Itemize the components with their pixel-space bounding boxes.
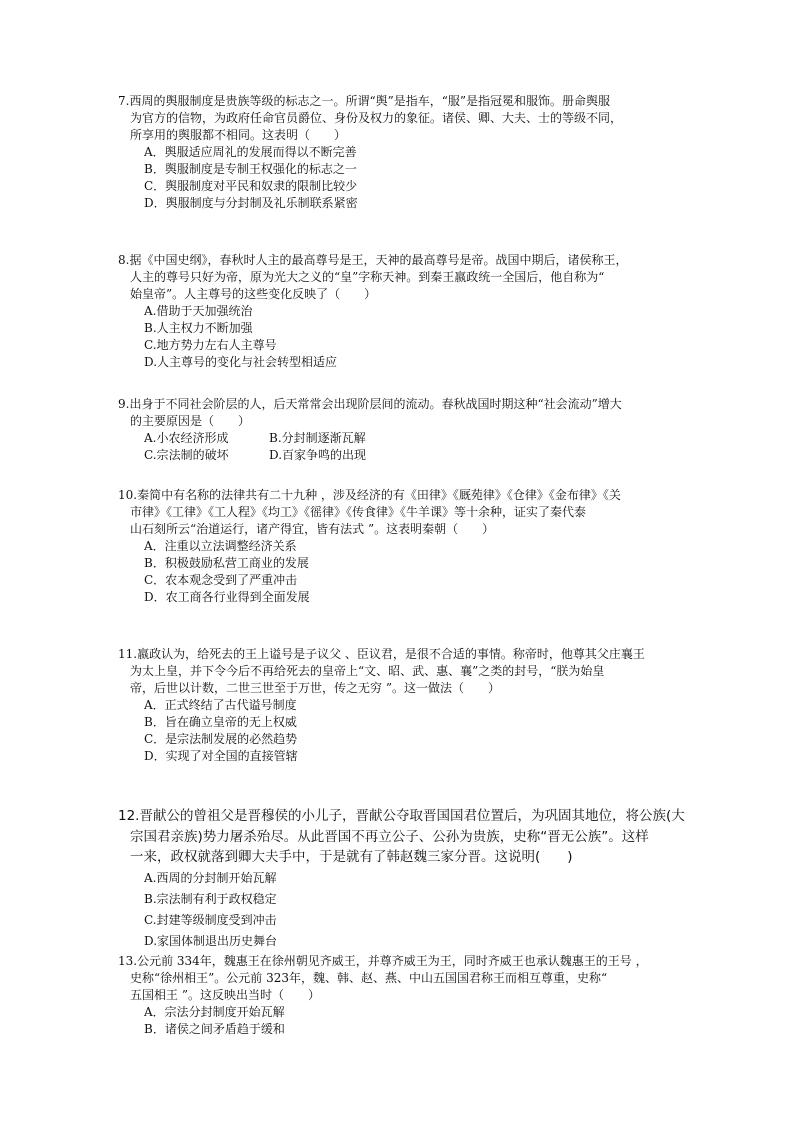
question-stem: [118, 487, 698, 538]
stem-line: 所享用的舆服都不相同。这表明（ ）: [130, 128, 347, 142]
option-c: C．舆服制度对平民和奴隶的限制比较少: [144, 179, 358, 193]
option-b: B.宗法制有利于政权稳定: [144, 891, 277, 906]
option-b: B.分封制逐渐瓦解: [269, 431, 366, 445]
question-stem: [118, 806, 698, 868]
option-row: [118, 447, 698, 464]
question-stem: [118, 646, 698, 697]
stem-line: 五国相王 ”。这反映出当时（ ）: [130, 988, 320, 1002]
question-13: [118, 953, 698, 1038]
stem-line: 的主要原因是（ ）: [130, 414, 251, 428]
stem-line: 为官方的信物，为政府任命官员爵位、身份及权力的象征。诸侯、卿、大夫、士的等级不同，: [130, 111, 623, 125]
question-10: [118, 487, 698, 606]
question-stem: [118, 93, 698, 144]
stem-line: 人主的尊号只好为帝，原为光大之义的“皇”字称天神。到秦王嬴政统一全国后，他自称为“: [130, 270, 605, 284]
option-b: B．旨在确立皇帝的无上权威: [144, 715, 297, 729]
option-c: C．农本观念受到了严重冲击: [144, 573, 298, 587]
question-7: [118, 93, 698, 212]
stem-line: 11.嬴政认为，给死去的王上谥号是子议父 、臣议君，是很不合适的事情。称帝时，他尊其父庄襄王: [118, 647, 645, 661]
option-b: B．舆服制度是专制王权强化的标志之一: [144, 162, 357, 176]
stem-line: 13.公元前 334年，魏惠王在徐州朝见齐威王，并尊齐威王为王，同时齐威王也承认魏惠王的王号 ，: [118, 954, 648, 968]
stem-line: 8.据《中国史纲》，春秋时人主的最高尊号是王，天神的最高尊号是帝。战国中期后，诸侯称王，: [118, 253, 628, 267]
option-d: D.家国体制退出历史舞台: [144, 933, 278, 948]
option-c: C.宗法制的破坏: [144, 448, 229, 462]
option-row: [118, 430, 698, 447]
question-12: [118, 806, 698, 952]
option-a: A.小农经济形成: [144, 431, 229, 445]
option-a: A．舆服适应周礼的发展而得以不断完善: [144, 145, 357, 159]
question-8: [118, 252, 698, 371]
question-11: [118, 646, 698, 765]
stem-line: 宗国君亲族)势力屠杀殆尽。从此晋国不再立公子、公孙为贵族，史称“晋无公族”。这样: [130, 828, 649, 845]
question-stem: [118, 252, 698, 303]
stem-line: 一来，政权就落到卿大夫手中，于是就有了韩赵魏三家分晋。这说明( ): [130, 849, 573, 865]
option-b: B.人主权力不断加强: [144, 321, 253, 335]
question-stem: [118, 953, 698, 1004]
option-a: A．注重以立法调整经济关系: [144, 539, 297, 553]
stem-line: 9.出身于不同社会阶层的人，后天常常会出现阶层间的流动。春秋战国时期这种“社会流动”增大: [118, 397, 622, 411]
question-9: [118, 396, 698, 464]
option-c: C.封建等级制度受到冲击: [144, 912, 277, 927]
option-a: A．正式终结了古代谥号制度: [144, 698, 297, 712]
option-d: D.百家争鸣的出现: [269, 448, 367, 462]
option-d: D．农工商各行业得到全面发展: [144, 590, 310, 604]
stem-line: 始皇帝”。人主尊号的这些变化反映了（ ）: [130, 287, 377, 301]
stem-line: 7.西周的舆服制度是贵族等级的标志之一。所谓“舆”是指车，“服”是指冠冕和服饰。册命舆服: [118, 94, 610, 108]
option-c: C.地方势力左右人主尊号: [144, 338, 277, 352]
option-a: A.西周的分封制开始瓦解: [144, 870, 277, 885]
stem-line: 山石刻所云“治道运行，诸产得宜，皆有法式 ”。这表明秦朝（ ）: [130, 522, 495, 536]
option-d: D．实现了对全国的直接管辖: [144, 749, 298, 763]
option-d: D．舆服制度与分封制及礼乐制联系紧密: [144, 196, 358, 210]
stem-line: 10.秦简中有名称的法律共有二十九种 ，涉及经济的有《田律》《厩苑律》《仓律》《金布律》《关: [118, 488, 621, 502]
stem-line: 市律》《工律》《工人程》《均工》《徭律》《传食律》《牛羊课》等十余种，证实了秦代泰: [130, 505, 587, 519]
option-d: D.人主尊号的变化与社会转型相适应: [144, 355, 338, 369]
stem-line: 为太上皇，并下令今后不再给死去的皇帝上“文、昭、武、惠、襄”之类的封号，“朕为始皇: [130, 664, 605, 678]
stem-line: 帝，后世以计数，二世三世至于万世，传之无穷 ”。这一做法（ ）: [130, 681, 500, 695]
option-b: B．积极鼓励私营工商业的发展: [144, 556, 309, 570]
option-c: C．是宗法制发展的必然趋势: [144, 732, 298, 746]
option-b: B．诸侯之间矛盾趋于缓和: [144, 1022, 285, 1036]
option-a: A.借助于天加强统治: [144, 304, 253, 318]
stem-line: 史称“徐州相王”。公元前 323年，魏、韩、赵、燕、中山五国国君称王而相互尊重，史称“: [130, 971, 608, 985]
stem-line: 12.晋献公的曾祖父是晋穆侯的小儿子，晋献公夺取晋国国君位置后，为巩固其地位，将公族(大: [118, 808, 685, 824]
option-a: A．宗法分封制度开始瓦解: [144, 1005, 285, 1019]
question-stem: [118, 396, 698, 430]
